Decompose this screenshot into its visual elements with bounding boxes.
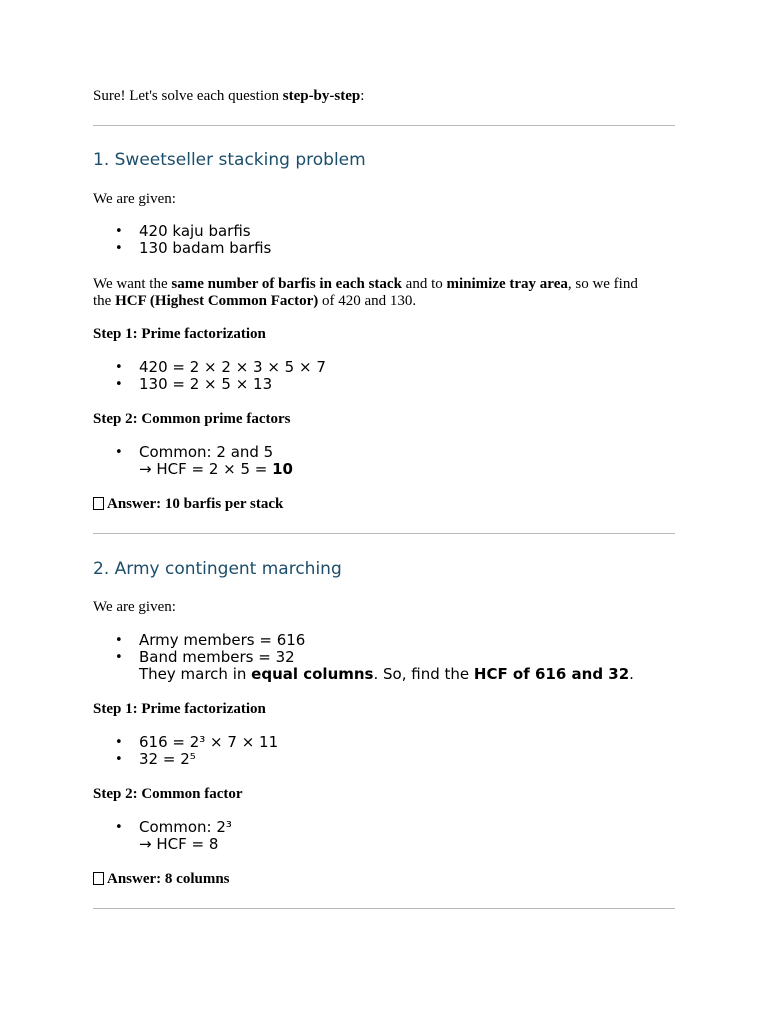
q1-answer <box>93 496 283 513</box>
answer-text: Answer: 8 columns <box>107 871 230 887</box>
list-item: • 420 = 2 × 2 × 3 × 5 × 7 <box>93 359 675 376</box>
q2-given-list <box>93 632 675 683</box>
divider-2 <box>93 533 675 534</box>
text: . So, find the <box>373 665 474 683</box>
list-item: • 130 badam barfis <box>93 240 675 257</box>
list-item: • 130 = 2 × 5 × 13 <box>93 376 675 393</box>
q2-heading: 2. Army contingent marching <box>93 559 342 579</box>
q2-step1-title <box>93 701 266 718</box>
q2-answer <box>93 871 230 888</box>
list-item <box>93 649 675 683</box>
band-members: • Band members = 32 <box>139 648 295 666</box>
q2-common-list <box>93 819 675 853</box>
q2-factor-list <box>93 734 675 768</box>
text: . <box>629 665 634 683</box>
q1-step2-title <box>93 411 290 428</box>
missing-glyph-icon <box>93 497 104 510</box>
q1-want-paragraph <box>93 276 675 310</box>
bold-text: HCF (Highest Common Factor) <box>115 293 319 309</box>
q1-given-list <box>93 223 675 257</box>
step-label: Step 2: Common prime factors <box>93 411 291 427</box>
divider-1 <box>93 125 675 126</box>
text: They march in <box>139 665 252 683</box>
text: the <box>93 293 116 309</box>
text: of 420 and 130. <box>318 293 417 309</box>
intro-text <box>93 88 364 105</box>
text: and to <box>401 276 447 292</box>
list-item <box>93 819 675 853</box>
step-label: Step 1: Prime factorization <box>93 326 266 342</box>
step-label: Step 1: Prime factorization <box>93 701 266 717</box>
divider-3 <box>93 908 675 909</box>
list-item: • 616 = 2³ × 7 × 11 <box>93 734 675 751</box>
step-label: Step 2: Common factor <box>93 786 243 802</box>
bold-text: same number of barfis in each stack <box>171 276 402 292</box>
q1-common-list <box>93 444 675 478</box>
intro-bold: step-by-step <box>282 88 361 104</box>
q1-given: We are given: <box>93 191 176 207</box>
hcf-text: → HCF = 2 × 5 = <box>139 460 273 478</box>
bold-text: HCF of 616 and 32 <box>473 665 630 683</box>
list-item: • 420 kaju barfis <box>93 223 675 240</box>
common-factors: • Common: 2³ <box>139 818 232 836</box>
list-item <box>93 444 675 478</box>
q2-given: We are given: <box>93 599 176 615</box>
missing-glyph-icon <box>93 872 104 885</box>
text: , so we find <box>567 276 638 292</box>
q2-step2-title <box>93 786 243 803</box>
answer-text: Answer: 10 barfis per stack <box>107 496 284 512</box>
hcf-result: → HCF = 8 <box>139 835 219 853</box>
intro-end: : <box>360 88 365 104</box>
q1-factor-list <box>93 359 675 393</box>
hcf-value: 10 <box>272 460 293 478</box>
march-line <box>139 666 675 683</box>
q1-want-line-1 <box>93 276 675 293</box>
hcf-result <box>139 461 675 478</box>
intro-plain: Sure! Let's solve each question <box>93 88 283 104</box>
q1-heading: 1. Sweetseller stacking problem <box>93 150 366 170</box>
q1-want-line-2 <box>93 293 675 310</box>
q1-step1-title <box>93 326 266 343</box>
text: We want the <box>93 276 172 292</box>
list-item: • Army members = 616 <box>93 632 675 649</box>
list-item: • 32 = 2⁵ <box>93 751 675 768</box>
bold-text: equal columns <box>251 665 374 683</box>
common-factors: • Common: 2 and 5 <box>139 443 274 461</box>
bold-text: minimize tray area <box>446 276 568 292</box>
